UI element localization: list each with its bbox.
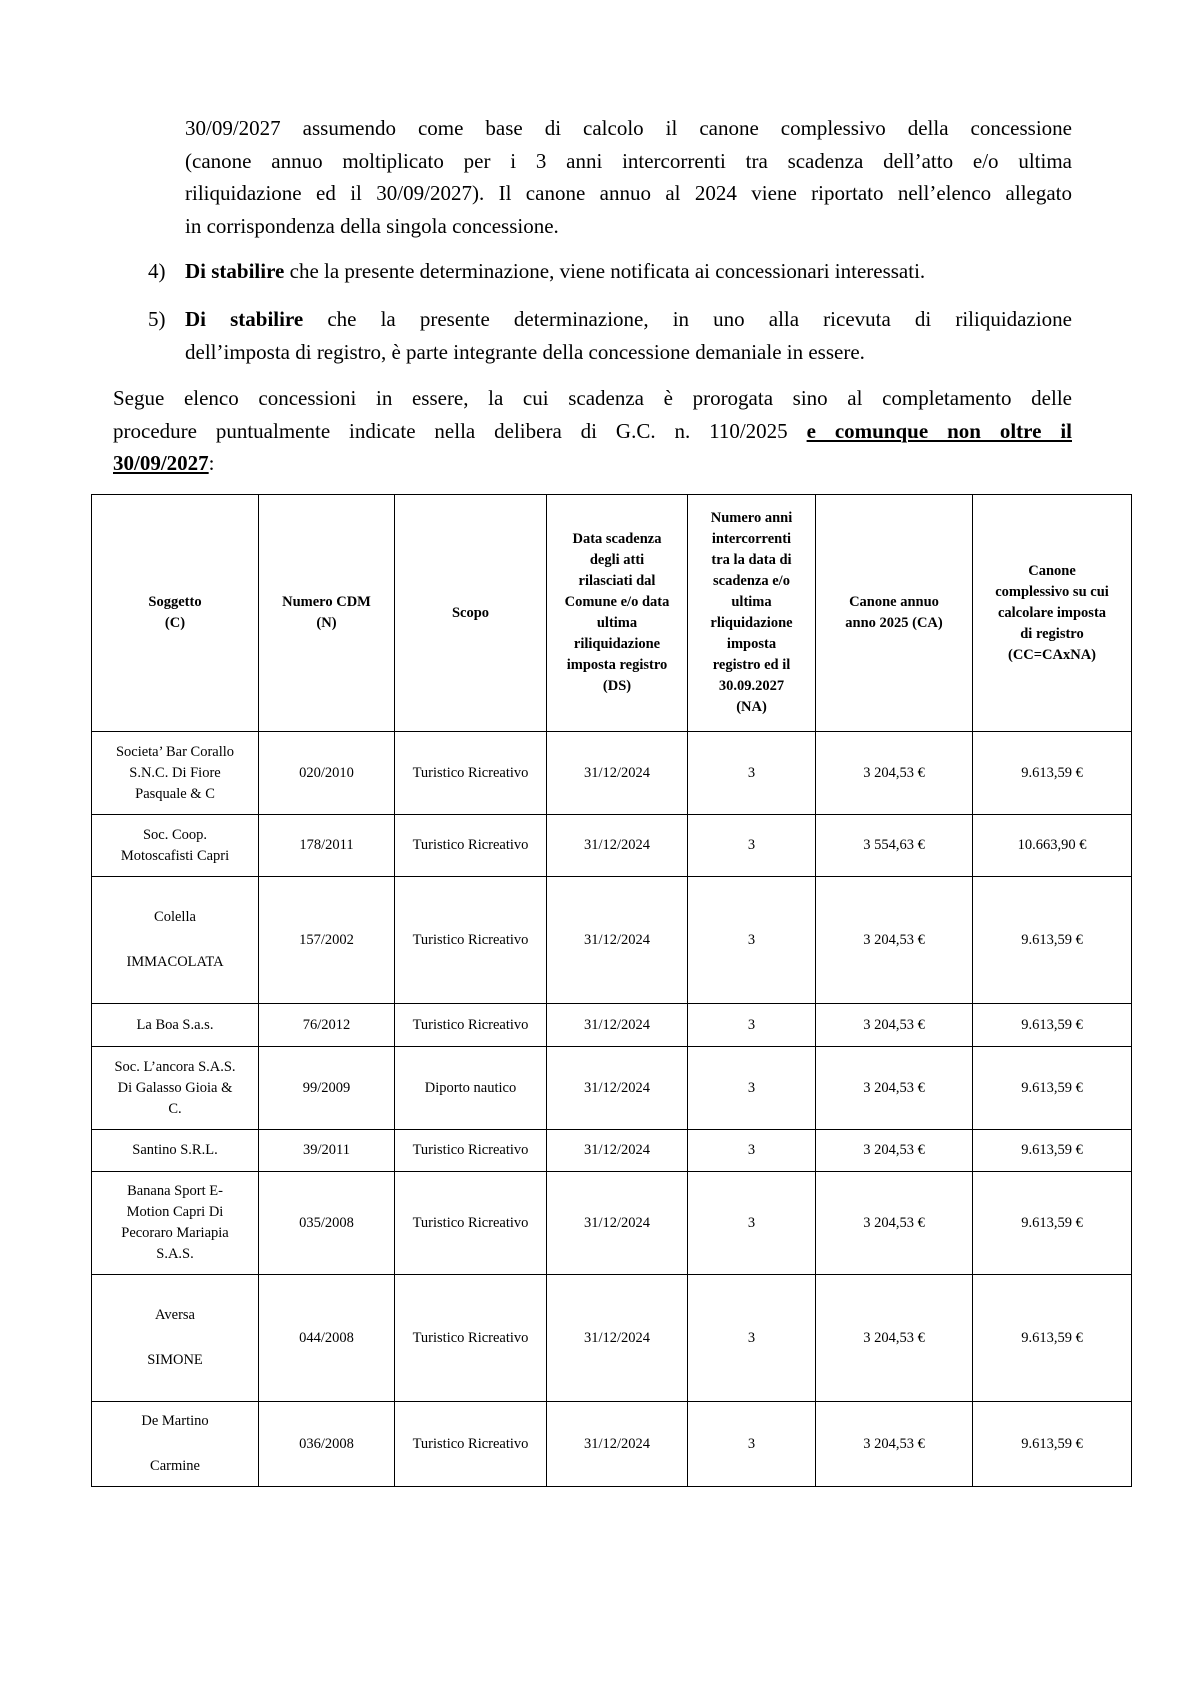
soggetto-line	[98, 1432, 252, 1456]
paragraph-continuation	[185, 112, 1072, 242]
cell-canone-annuo: 3 204,53 €	[816, 877, 973, 1004]
soggetto-line: La Boa S.a.s.	[136, 1016, 214, 1033]
cell-data-scadenza: 31/12/2024	[547, 1004, 688, 1047]
header-text-line: rliquidazione	[710, 615, 793, 631]
header-text-line: calcolare imposta	[997, 604, 1107, 621]
cell-numero-anni: 3	[688, 815, 816, 877]
cell-soggetto	[92, 1130, 259, 1172]
header-text-line: anno 2025 (CA)	[845, 615, 943, 631]
cell-soggetto	[92, 815, 259, 877]
concessions-table	[91, 494, 1132, 1487]
cell-numero-anni: 3	[688, 1172, 816, 1275]
soggetto-line: Colella	[154, 909, 196, 925]
header-text-line: Canone annuo	[849, 594, 939, 610]
header-text-line: (NA)	[736, 699, 767, 715]
intro-emphasis-date: 30/09/2027	[113, 451, 209, 475]
header-text-line: ultima	[731, 594, 772, 610]
cell-scopo: Turistico Ricreativo	[395, 1402, 547, 1487]
cell-numero-anni: 3	[688, 1402, 816, 1487]
cell-canone-complessivo: 9.613,59 €	[973, 1004, 1132, 1047]
cell-scopo: Turistico Ricreativo	[395, 877, 547, 1004]
cell-data-scadenza: 31/12/2024	[547, 732, 688, 815]
cell-numero-anni: 3	[688, 1275, 816, 1402]
header-text-line: Soggetto	[148, 594, 202, 610]
table-header-row	[92, 495, 1132, 732]
cell-canone-complessivo: 9.613,59 €	[973, 877, 1132, 1004]
cell-numero-cdm: 178/2011	[259, 815, 395, 877]
list-intro-paragraph	[113, 382, 1072, 480]
table-row	[92, 1004, 1132, 1047]
cell-canone-complessivo: 9.613,59 €	[973, 1047, 1132, 1130]
cell-data-scadenza: 31/12/2024	[547, 1172, 688, 1275]
header-text-line: di registro	[1020, 625, 1084, 642]
header-text-line: imposta registro	[566, 657, 668, 673]
soggetto-line: Motoscafisti Capri	[120, 847, 230, 864]
cell-canone-annuo: 3 204,53 €	[816, 732, 973, 815]
cell-scopo: Turistico Ricreativo	[395, 1130, 547, 1172]
cell-numero-cdm: 044/2008	[259, 1275, 395, 1402]
cell-canone-annuo: 3 204,53 €	[816, 1130, 973, 1172]
cell-canone-complessivo: 9.613,59 €	[973, 1402, 1132, 1487]
text-line: (canone annuo moltiplicato per i 3 anni intercorrenti tra scadenza dell’atto e/o ultima	[185, 148, 1072, 173]
header-text-line: imposta	[726, 636, 777, 652]
header-text-line: riliquidazione	[573, 636, 661, 652]
cell-data-scadenza: 31/12/2024	[547, 877, 688, 1004]
soggetto-line: Soc. L’ancora S.A.S.	[114, 1058, 236, 1075]
soggetto-line: Soc. Coop.	[142, 826, 208, 843]
soggetto-line: Pecoraro Mariapia	[121, 1225, 229, 1241]
intro-emphasis: e comunque non oltre il	[806, 418, 1072, 443]
soggetto-line: Santino S.R.L.	[132, 1142, 218, 1158]
soggetto-line: Aversa	[155, 1307, 195, 1323]
text-line	[113, 447, 1072, 480]
header-text-line: registro ed il	[712, 657, 791, 673]
list-number: 5)	[148, 307, 166, 331]
cell-data-scadenza: 31/12/2024	[547, 1047, 688, 1130]
cell-numero-anni: 3	[688, 877, 816, 1004]
header-text-line: (C)	[164, 615, 186, 631]
header-text-line: Canone	[1028, 562, 1076, 579]
soggetto-line: S.N.C. Di Fiore	[129, 764, 221, 781]
header-text-line: Data scadenza	[572, 531, 662, 547]
table-body	[92, 732, 1132, 1487]
cell-numero-cdm: 036/2008	[259, 1402, 395, 1487]
cell-numero-cdm: 157/2002	[259, 877, 395, 1004]
text-line	[113, 415, 1072, 448]
header-canone-annuo	[816, 495, 973, 732]
soggetto-line: SIMONE	[147, 1352, 203, 1368]
table-row	[92, 877, 1132, 1004]
table-row	[92, 815, 1132, 877]
cell-canone-complessivo: 9.613,59 €	[973, 1130, 1132, 1172]
text-line: Segue elenco concessioni in essere, la cui scadenza è prorogata sino al completamento delle	[113, 386, 1072, 410]
header-numero-anni	[688, 495, 816, 732]
cell-scopo: Diporto nautico	[395, 1047, 547, 1130]
soggetto-line: IMMACOLATA	[126, 954, 224, 970]
cell-canone-complessivo: 9.613,59 €	[973, 1172, 1132, 1275]
cell-canone-complessivo: 10.663,90 €	[973, 815, 1132, 877]
cell-soggetto	[92, 732, 259, 815]
cell-canone-annuo: 3 204,53 €	[816, 1402, 973, 1487]
table-row	[92, 732, 1132, 815]
cell-numero-anni: 3	[688, 1004, 816, 1047]
text-line: dell’imposta di registro, è parte integrante della concessione demaniale in essere.	[185, 339, 865, 364]
soggetto-line: Societa’ Bar Corallo	[115, 743, 235, 760]
cell-scopo: Turistico Ricreativo	[395, 1172, 547, 1275]
header-text-line: Scopo	[451, 604, 490, 621]
table-row	[92, 1402, 1132, 1487]
cell-soggetto	[92, 1047, 259, 1130]
header-numero-cdm	[259, 495, 395, 732]
list-text	[185, 255, 1072, 288]
cell-soggetto	[92, 1275, 259, 1402]
header-text-line: Numero CDM	[282, 594, 371, 610]
header-text-line: ultima	[596, 615, 638, 631]
cell-canone-complessivo: 9.613,59 €	[973, 732, 1132, 815]
header-text-line: intercorrenti	[711, 531, 792, 547]
header-text-line: 30.09.2027	[718, 678, 785, 694]
cell-soggetto	[92, 1004, 259, 1047]
soggetto-line: Pasquale & C	[135, 785, 215, 802]
cell-numero-cdm: 76/2012	[259, 1004, 395, 1047]
soggetto-line: Banana Sport E-	[127, 1183, 223, 1199]
header-text-line: Numero anni	[710, 510, 793, 526]
cell-canone-complessivo: 9.613,59 €	[973, 1275, 1132, 1402]
text-line: riliquidazione ed il 30/09/2027). Il canone annuo al 2024 viene riportato nell’elenco allegato	[185, 181, 1072, 205]
header-data-scadenza	[547, 495, 688, 732]
table-row	[92, 1047, 1132, 1130]
header-text-line: tra la data di	[711, 552, 792, 568]
header-text-line: (CC=CAxNA)	[1008, 646, 1096, 663]
cell-numero-anni: 3	[688, 1130, 816, 1172]
cell-numero-anni: 3	[688, 1047, 816, 1130]
cell-data-scadenza: 31/12/2024	[547, 815, 688, 877]
table-row	[92, 1275, 1132, 1402]
cell-data-scadenza: 31/12/2024	[547, 1130, 688, 1172]
cell-numero-anni: 3	[688, 732, 816, 815]
table-row	[92, 1130, 1132, 1172]
cell-canone-annuo: 3 204,53 €	[816, 1172, 973, 1275]
header-text-line: (DS)	[602, 678, 632, 694]
header-text-line: Comune e/o data	[564, 594, 670, 610]
cell-canone-annuo: 3 554,63 €	[816, 815, 973, 877]
text-line	[185, 303, 1072, 336]
list-bold-lead: Di stabilire	[185, 259, 285, 283]
header-text-line: scadenza e/o	[713, 573, 790, 589]
cell-soggetto	[92, 1402, 259, 1487]
soggetto-line	[98, 928, 252, 952]
soggetto-line: Motion Capri Di	[126, 1204, 224, 1220]
header-text-line: (N)	[316, 615, 337, 631]
cell-canone-annuo: 3 204,53 €	[816, 1275, 973, 1402]
cell-canone-annuo: 3 204,53 €	[816, 1047, 973, 1130]
cell-scopo: Turistico Ricreativo	[395, 1275, 547, 1402]
table-row	[92, 1172, 1132, 1275]
soggetto-line: S.A.S.	[156, 1246, 194, 1262]
soggetto-line: Di Galasso Gioia &	[117, 1079, 233, 1096]
header-text-line: degli atti	[589, 552, 645, 568]
cell-soggetto	[92, 1172, 259, 1275]
list-text	[185, 303, 1072, 368]
soggetto-line: Carmine	[150, 1458, 200, 1474]
soggetto-line: De Martino	[141, 1413, 209, 1429]
text-line: 30/09/2027 assumendo come base di calcolo il canone complessivo della concessione	[185, 116, 1072, 140]
header-canone-complessivo	[973, 495, 1132, 732]
header-scopo	[395, 495, 547, 732]
soggetto-line: C.	[168, 1100, 182, 1117]
cell-scopo: Turistico Ricreativo	[395, 1004, 547, 1047]
cell-soggetto	[92, 877, 259, 1004]
header-soggetto	[92, 495, 259, 732]
soggetto-line	[98, 1326, 252, 1350]
cell-numero-cdm: 39/2011	[259, 1130, 395, 1172]
cell-scopo: Turistico Ricreativo	[395, 732, 547, 815]
intro-plain: procedure puntualmente indicate nella delibera di G.C. n. 110/2025	[113, 418, 807, 443]
cell-data-scadenza: 31/12/2024	[547, 1275, 688, 1402]
cell-numero-cdm: 035/2008	[259, 1172, 395, 1275]
list-bold-lead: Di stabilire	[185, 307, 304, 331]
list-number: 4)	[148, 259, 166, 283]
header-text-line: complessivo su cui	[995, 583, 1109, 600]
cell-canone-annuo: 3 204,53 €	[816, 1004, 973, 1047]
list-rest: che la presente determinazione, in uno alla ricevuta di riliquidazione	[303, 307, 1072, 331]
cell-numero-cdm: 020/2010	[259, 732, 395, 815]
list-rest: che la presente determinazione, viene notificata ai concessionari interessati.	[284, 259, 926, 283]
header-text-line: rilasciati dal	[578, 573, 656, 589]
cell-numero-cdm: 99/2009	[259, 1047, 395, 1130]
cell-scopo: Turistico Ricreativo	[395, 815, 547, 877]
intro-tail: :	[208, 451, 215, 475]
cell-data-scadenza: 31/12/2024	[547, 1402, 688, 1487]
text-line: in corrispondenza della singola concessione.	[185, 213, 559, 238]
